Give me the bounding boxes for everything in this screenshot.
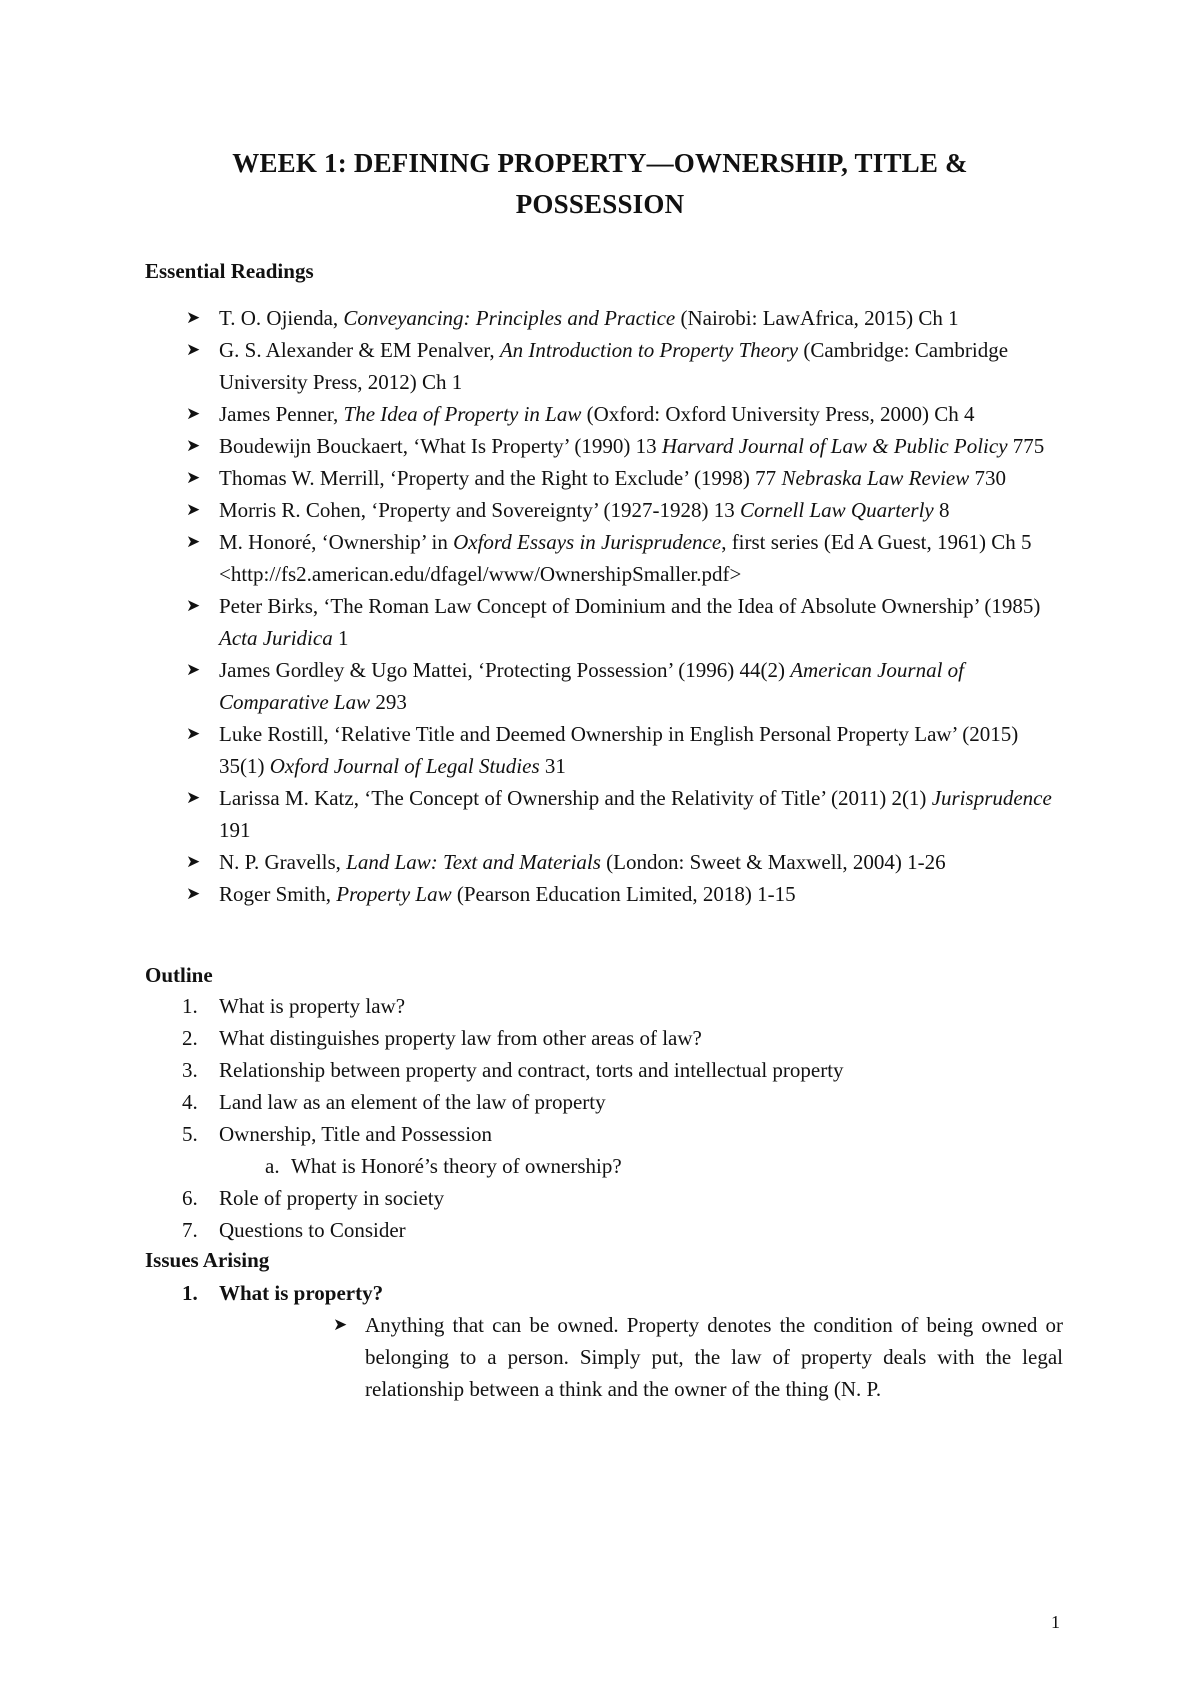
reading-citation-text: 8 [933, 498, 950, 522]
reading-author-text: Larissa M. Katz, ‘The Concept of Ownership and the Relativity of Title’ (2011) 2(1) [219, 786, 932, 810]
outline-text: What distinguishes property law from other areas of law? [219, 1026, 702, 1050]
reading-author-text: M. Honoré, ‘Ownership’ in [219, 530, 454, 554]
reading-title-italic: Nebraska Law Review [781, 466, 970, 490]
reading-author-text: Boudewijn Bouckaert, ‘What Is Property’ (1990) 13 [219, 434, 662, 458]
outline-heading: Outline [145, 963, 213, 987]
reading-title-italic: The Idea of Property in Law [343, 402, 582, 426]
issues-arising-heading: Issues Arising [145, 1248, 270, 1272]
arrowhead-bullet-icon: ➤ [186, 308, 201, 327]
reading-item [0, 654, 1200, 718]
arrowhead-bullet-icon: ➤ [186, 884, 201, 903]
reading-citation-text: (Pearson Education Limited, 2018) 1-15 [451, 882, 796, 906]
reading-title-italic: An Introduction to Property Theory [499, 338, 799, 362]
outline-text: Role of property in society [219, 1186, 445, 1210]
reading-item [0, 782, 1200, 846]
reading-author-text: Luke Rostill, ‘Relative Title and Deemed Ownership in English Personal Property Law’ (2015) 35(1) [219, 722, 1019, 778]
outline-item [0, 1118, 1200, 1150]
arrowhead-bullet-icon: ➤ [186, 660, 201, 679]
reading-title-italic: Oxford Journal of Legal Studies [269, 754, 540, 778]
arrowhead-bullet-icon: ➤ [186, 340, 201, 359]
arrowhead-bullet-icon: ➤ [333, 1315, 348, 1334]
reading-title-italic: Conveyancing: Principles and Practice [343, 306, 676, 330]
outline-text: Relationship between property and contract, torts and intellectual property [219, 1058, 844, 1082]
outline-text: Land law as an element of the law of property [219, 1090, 606, 1114]
outline-number: 3. [182, 1058, 198, 1082]
reading-item [0, 302, 1200, 334]
outline-number: 6. [182, 1186, 198, 1210]
reading-citation-text: (Nairobi: LawAfrica, 2015) Ch 1 [675, 306, 959, 330]
reading-citation-text: , first series (Ed A Guest, 1961) Ch 5 <http://fs2.american.edu/dfagel/www/OwnershipSmaller.pdf> [219, 530, 1032, 586]
outline-item [0, 1182, 1200, 1214]
arrowhead-bullet-icon: ➤ [186, 500, 201, 519]
title-line-1: WEEK 1: DEFINING PROPERTY—OWNERSHIP, TITLE & [232, 148, 968, 178]
reading-item [0, 878, 1200, 910]
reading-item [0, 526, 1200, 590]
reading-author-text: T. O. Ojienda, [219, 306, 344, 330]
outline-item [0, 990, 1200, 1022]
outline-number: 4. [182, 1090, 198, 1114]
reading-item [0, 398, 1200, 430]
reading-citation-text: 191 [219, 818, 251, 842]
reading-title-italic: Oxford Essays in Jurisprudence [453, 530, 722, 554]
reading-author-text: Morris R. Cohen, ‘Property and Sovereignty’ (1927-1928) 13 [219, 498, 741, 522]
arrowhead-bullet-icon: ➤ [186, 468, 201, 487]
issue-question-number: 1. [182, 1281, 198, 1305]
reading-item [0, 718, 1200, 782]
reading-citation-text: 31 [539, 754, 566, 778]
outline-item [0, 1054, 1200, 1086]
issue-question [182, 1278, 383, 1308]
reading-citation-text: 730 [969, 466, 1006, 490]
reading-title-italic: Land Law: Text and Materials [346, 850, 601, 874]
arrowhead-bullet-icon: ➤ [186, 724, 201, 743]
reading-item [0, 462, 1200, 494]
reading-title-italic: American Journal of Comparative Law [219, 658, 965, 714]
reading-item [0, 430, 1200, 462]
reading-title-italic: Acta Juridica [219, 626, 333, 650]
outline-number: 1. [182, 994, 198, 1018]
page-number: 1 [1051, 1612, 1060, 1632]
arrowhead-bullet-icon: ➤ [186, 436, 201, 455]
arrowhead-bullet-icon: ➤ [186, 788, 201, 807]
reading-author-text: G. S. Alexander & EM Penalver, [219, 338, 500, 362]
outline-number: 5. [182, 1122, 198, 1146]
reading-item [0, 494, 1200, 526]
arrowhead-bullet-icon: ➤ [186, 532, 201, 551]
arrowhead-bullet-icon: ➤ [186, 404, 201, 423]
outline-text: What is Honoré’s theory of ownership? [291, 1154, 622, 1178]
reading-citation-text: (Oxford: Oxford University Press, 2000) Ch 4 [581, 402, 975, 426]
reading-item [0, 846, 1200, 878]
essential-readings-heading: Essential Readings [145, 259, 314, 283]
arrowhead-bullet-icon: ➤ [186, 596, 201, 615]
outline-subitem [0, 1150, 1200, 1182]
reading-title-italic: Cornell Law Quarterly [740, 498, 934, 522]
reading-title-italic: Harvard Journal of Law & Public Policy [661, 434, 1008, 458]
outline-number: 2. [182, 1026, 198, 1050]
outline-text: What is property law? [219, 994, 406, 1018]
outline-item [0, 1086, 1200, 1118]
outline-text: Questions to Consider [219, 1218, 406, 1242]
outline-number: 7. [182, 1218, 198, 1242]
reading-citation-text: (London: Sweet & Maxwell, 2004) 1-26 [600, 850, 946, 874]
outline-number: a. [265, 1154, 280, 1178]
reading-author-text: Thomas W. Merrill, ‘Property and the Right to Exclude’ (1998) 77 [219, 466, 782, 490]
reading-author-text: Roger Smith, [219, 882, 337, 906]
reading-author-text: James Penner, [219, 402, 344, 426]
page-title [120, 143, 1080, 225]
reading-title-italic: Property Law [336, 882, 452, 906]
arrowhead-bullet-icon: ➤ [186, 852, 201, 871]
reading-citation-text: 293 [370, 690, 407, 714]
reading-citation-text: 1 [332, 626, 349, 650]
reading-author-text: N. P. Gravells, [219, 850, 347, 874]
issue-question-text: What is property? [219, 1281, 384, 1305]
reading-citation-text: 775 [1007, 434, 1045, 458]
title-line-2: POSSESSION [515, 189, 685, 219]
outline-list [0, 990, 1200, 1246]
essential-readings-list [0, 302, 1200, 910]
reading-title-italic: Jurisprudence [931, 786, 1052, 810]
reading-author-text: James Gordley & Ugo Mattei, ‘Protecting Possession’ (1996) 44(2) [219, 658, 791, 682]
outline-text: Ownership, Title and Possession [219, 1122, 493, 1146]
reading-citation-text: (Cambridge: Cambridge University Press, 2012) Ch 1 [219, 338, 1009, 394]
outline-item [0, 1022, 1200, 1054]
reading-item [0, 590, 1200, 654]
issue-paragraph: Anything that can be owned. Property denotes the condition of being owned or belonging to a person. Simply put, the law of property deals with the legal relationship between a think and the owner of the thing (N. P. [365, 1313, 1063, 1401]
reading-item [0, 334, 1200, 398]
reading-author-text: Peter Birks, ‘The Roman Law Concept of Dominium and the Idea of Absolute Ownership’ (1985) [219, 594, 1041, 618]
outline-item [0, 1214, 1200, 1246]
